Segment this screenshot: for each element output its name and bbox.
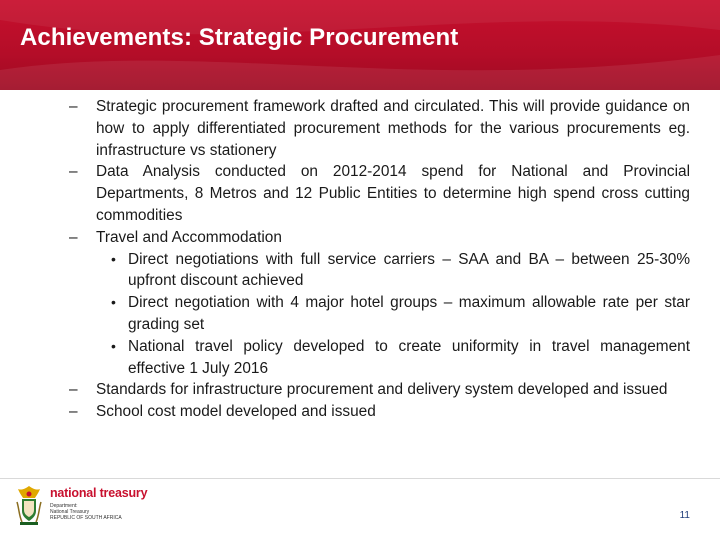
sub-list-item [70,336,690,380]
list-item-text: School cost model developed and issued [96,403,376,421]
dash-marker: – [69,403,78,421]
page-title: Achievements: Strategic Procurement [20,24,459,51]
logo-line: REPUBLIC OF SOUTH AFRICA [50,515,122,521]
list-item-text: Direct negotiations with full service carriers – SAA and BA – between 25-30% upfront discount achieved [128,250,690,290]
dash-marker: – [69,163,78,181]
bullet-marker: • [111,337,116,354]
list-item-text: Direct negotiation with 4 major hotel groups – maximum allowable rate per star grading set [128,294,690,333]
dash-marker: – [69,381,78,399]
sub-list-item [70,292,690,336]
page-number: 11 [679,510,690,521]
bullet-marker: • [111,250,116,267]
coat-of-arms-icon [14,484,44,528]
logo-line: Department: [50,503,78,509]
logo-subtitle [50,503,160,521]
list-item-text: Standards for infrastructure procurement and delivery system developed and issued [96,381,668,399]
logo-name: national treasury [50,486,148,500]
list-item-text: Data Analysis conducted on 2012-2014 spend for National and Provincial Departments, 8 Metros and 12 Public Entities to determine high spend cross cutting commodities [96,163,690,224]
title-bar [0,0,720,90]
bullet-marker: • [111,294,116,311]
national-treasury-logo [50,486,160,521]
logo-line: National Treasury [50,509,90,515]
list-item [70,401,690,423]
footer-divider [0,478,720,479]
list-item [70,96,690,161]
list-item [70,227,690,249]
list-item-text: Strategic procurement framework drafted and circulated. This will provide guidance on how to apply differentiated procurement methods for the various procurements eg. infrastructure vs stationery [96,98,690,159]
list-item [70,161,690,226]
list-item-text: National travel policy developed to create uniformity in travel management effective 1 July 2016 [128,337,690,377]
dash-marker: – [69,228,78,246]
dash-marker: – [69,98,78,115]
list-item [70,379,690,401]
sub-list-item [70,249,690,293]
bullet-list [70,96,690,423]
list-item-text: Travel and Accommodation [96,228,282,246]
